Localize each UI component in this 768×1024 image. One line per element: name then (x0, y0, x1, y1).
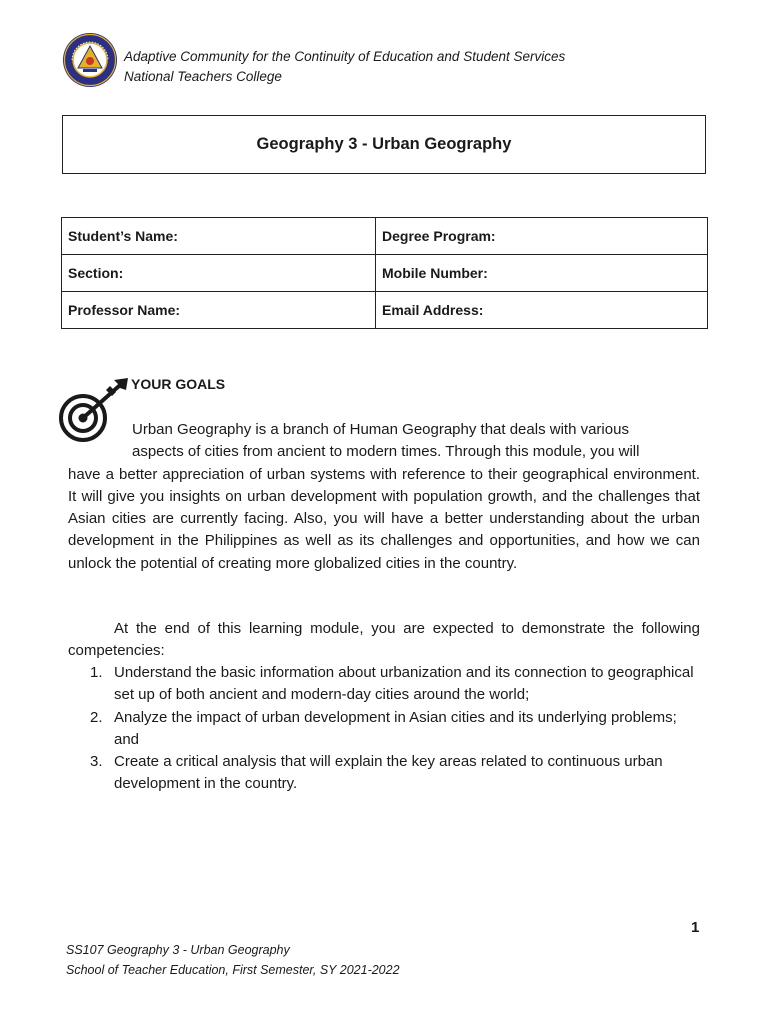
goals-intro-paragraph (68, 419, 700, 575)
list-item (68, 662, 700, 707)
list-number: 3. (90, 753, 103, 771)
footer-course: SS107 Geography 3 - Urban Geography (66, 943, 290, 957)
goals-heading: YOUR GOALS (131, 376, 226, 392)
college-name: National Teachers College (124, 69, 282, 84)
list-number: 2. (90, 708, 103, 726)
list-item (68, 751, 700, 796)
section-field[interactable]: Section: (62, 255, 376, 292)
table-row (62, 255, 708, 292)
degree-program-field[interactable]: Degree Program: (376, 218, 708, 255)
list-text: Create a critical analysis that will explain the key areas related to continuous urban development in the country. (114, 753, 663, 793)
institution-name: Adaptive Community for the Continuity of Education and Student Services (124, 49, 566, 64)
intro-line-2: aspects of cities from ancient to modern times. Through this module, you will (132, 443, 640, 461)
page-footer (66, 940, 400, 980)
list-item (68, 707, 700, 752)
list-text: Analyze the impact of urban development in Asian cities and its underlying problems; and (114, 708, 677, 748)
professor-name-field[interactable]: Professor Name: (62, 292, 376, 329)
footer-school: School of Teacher Education, First Semester, SY 2021-2022 (66, 963, 400, 977)
table-row (62, 218, 708, 255)
document-title: Geography 3 - Urban Geography (256, 135, 512, 153)
institution-text (124, 47, 565, 87)
student-name-field[interactable]: Student’s Name: (62, 218, 376, 255)
college-seal-icon (62, 32, 118, 88)
list-number: 1. (90, 664, 103, 681)
list-text: Understand the basic information about urbanization and its connection to geographical set up of both ancient and modern-day cities around the world; (114, 664, 694, 704)
intro-line-1: Urban Geography is a branch of Human Geography that deals with various (132, 421, 629, 438)
document-header (62, 32, 702, 92)
competencies-intro: At the end of this learning module, you are expected to demonstrate the following competencies: (68, 620, 700, 660)
page-number: 1 (691, 919, 700, 936)
title-box (62, 115, 706, 174)
competencies-list (68, 662, 700, 796)
mobile-number-field[interactable]: Mobile Number: (376, 255, 708, 292)
intro-body: have a better appreciation of urban systems with reference to their geographical environment. It will give you insights on urban development with population growth, and the challenges that Asian cities are currently facing. Also, you will have a better understanding about the urban development in the Philippines as well as its challenges and opportunities, and how we can unlock the potential of creating more globalized cities in the country. (68, 465, 700, 572)
email-address-field[interactable]: Email Address: (376, 292, 708, 329)
student-info-table (61, 217, 708, 329)
table-row (62, 292, 708, 329)
